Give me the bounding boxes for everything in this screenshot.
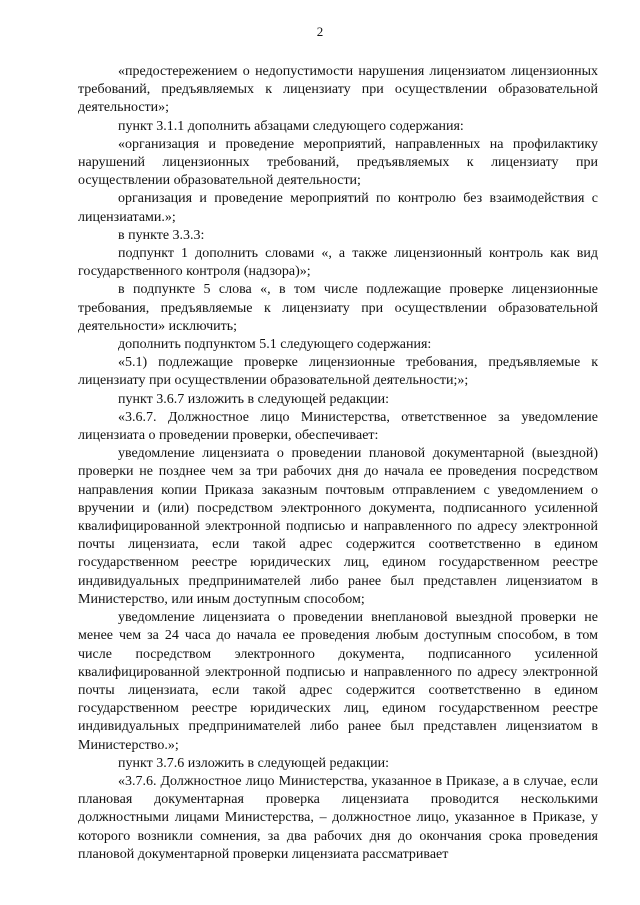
paragraph: уведомление лицензиата о проведении плановой документарной (выездной) проверки не позднее чем за три рабочих дня до начала ее проведения посредством направления копии Приказа заказным почтовым отправлением с уведомлением о вручении и (или) посредством электронного документа, подписанного усиленной квалифицированной электронной подписью и направленного по адресу электронной почты лицензиата, если такой адрес содержится соответственно в едином государственном реестре юридических лиц, едином государственном реестре индивидуальных предпринимателей либо ранее был представлен лицензиатом в Министерство, или иным доступным способом; [78,446,598,607]
paragraph: пункт 3.7.6 изложить в следующей редакции: [118,755,389,771]
paragraph: «3.7.6. Должностное лицо Министерства, указанное в Приказе, а в случае, если плановая документарная проверка лицензиата проводится несколькими должностными лицами Министерства, – должностное лицо, указанное в Приказе, у которого возникли сомнения, за два рабочих дня до окончания срока проведения плановой документарной проверки лицензиата рассматривает [78,773,598,862]
paragraph: в подпункте 5 слова «, в том числе подлежащие проверке лицензионные требования, предъявляемые к лицензиату при осуществлении образовательной деятельности» исключить; [78,282,598,334]
paragraph: в пункте 3.3.3: [118,227,205,243]
paragraph: «3.6.7. Должностное лицо Министерства, ответственное за уведомление лицензиата о проведении проверки, обеспечивает: [78,409,598,444]
paragraph: уведомление лицензиата о проведении внеплановой выездной проверки не менее чем за 24 часа до начала ее проведения любым доступным способом, в том числе посредством электронного документа, подписанного усиленной квалифицированной электронной подписью и направленного по адресу электронной почты лицензиата, если такой адрес содержится соответственно в едином государственном реестре юридических лиц, едином государственном реестре индивидуальных предпринимателей либо ранее был представлен лицензиатом в Министерство.»; [78,610,598,753]
paragraph: пункт 3.1.1 дополнить абзацами следующего содержания: [118,118,464,134]
page-number: 2 [316,24,324,39]
document-body [78,63,598,864]
paragraph: пункт 3.6.7 изложить в следующей редакции: [118,391,389,407]
paragraph: «предостережением о недопустимости нарушения лицензиатом лицензионных требований, предъявляемых к лицензиату при осуществлении образовательной деятельности»; [78,64,598,116]
paragraph: подпункт 1 дополнить словами «, а также лицензионный контроль как вид государственного контроля (надзора)»; [78,246,598,280]
paragraph: «организация и проведение мероприятий, направленных на профилактику нарушений лицензионных требований, предъявляемых к лицензиату при осуществлении образовательной деятельности; [78,136,598,189]
paragraph: дополнить подпунктом 5.1 следующего содержания: [118,337,432,353]
paragraph: «5.1) подлежащие проверке лицензионные требования, предъявляемые к лицензиату при осуществлении образовательной деятельности;»; [78,355,598,389]
paragraph: организация и проведение мероприятий по контролю без взаимодействия с лицензиатами.»; [78,191,598,225]
